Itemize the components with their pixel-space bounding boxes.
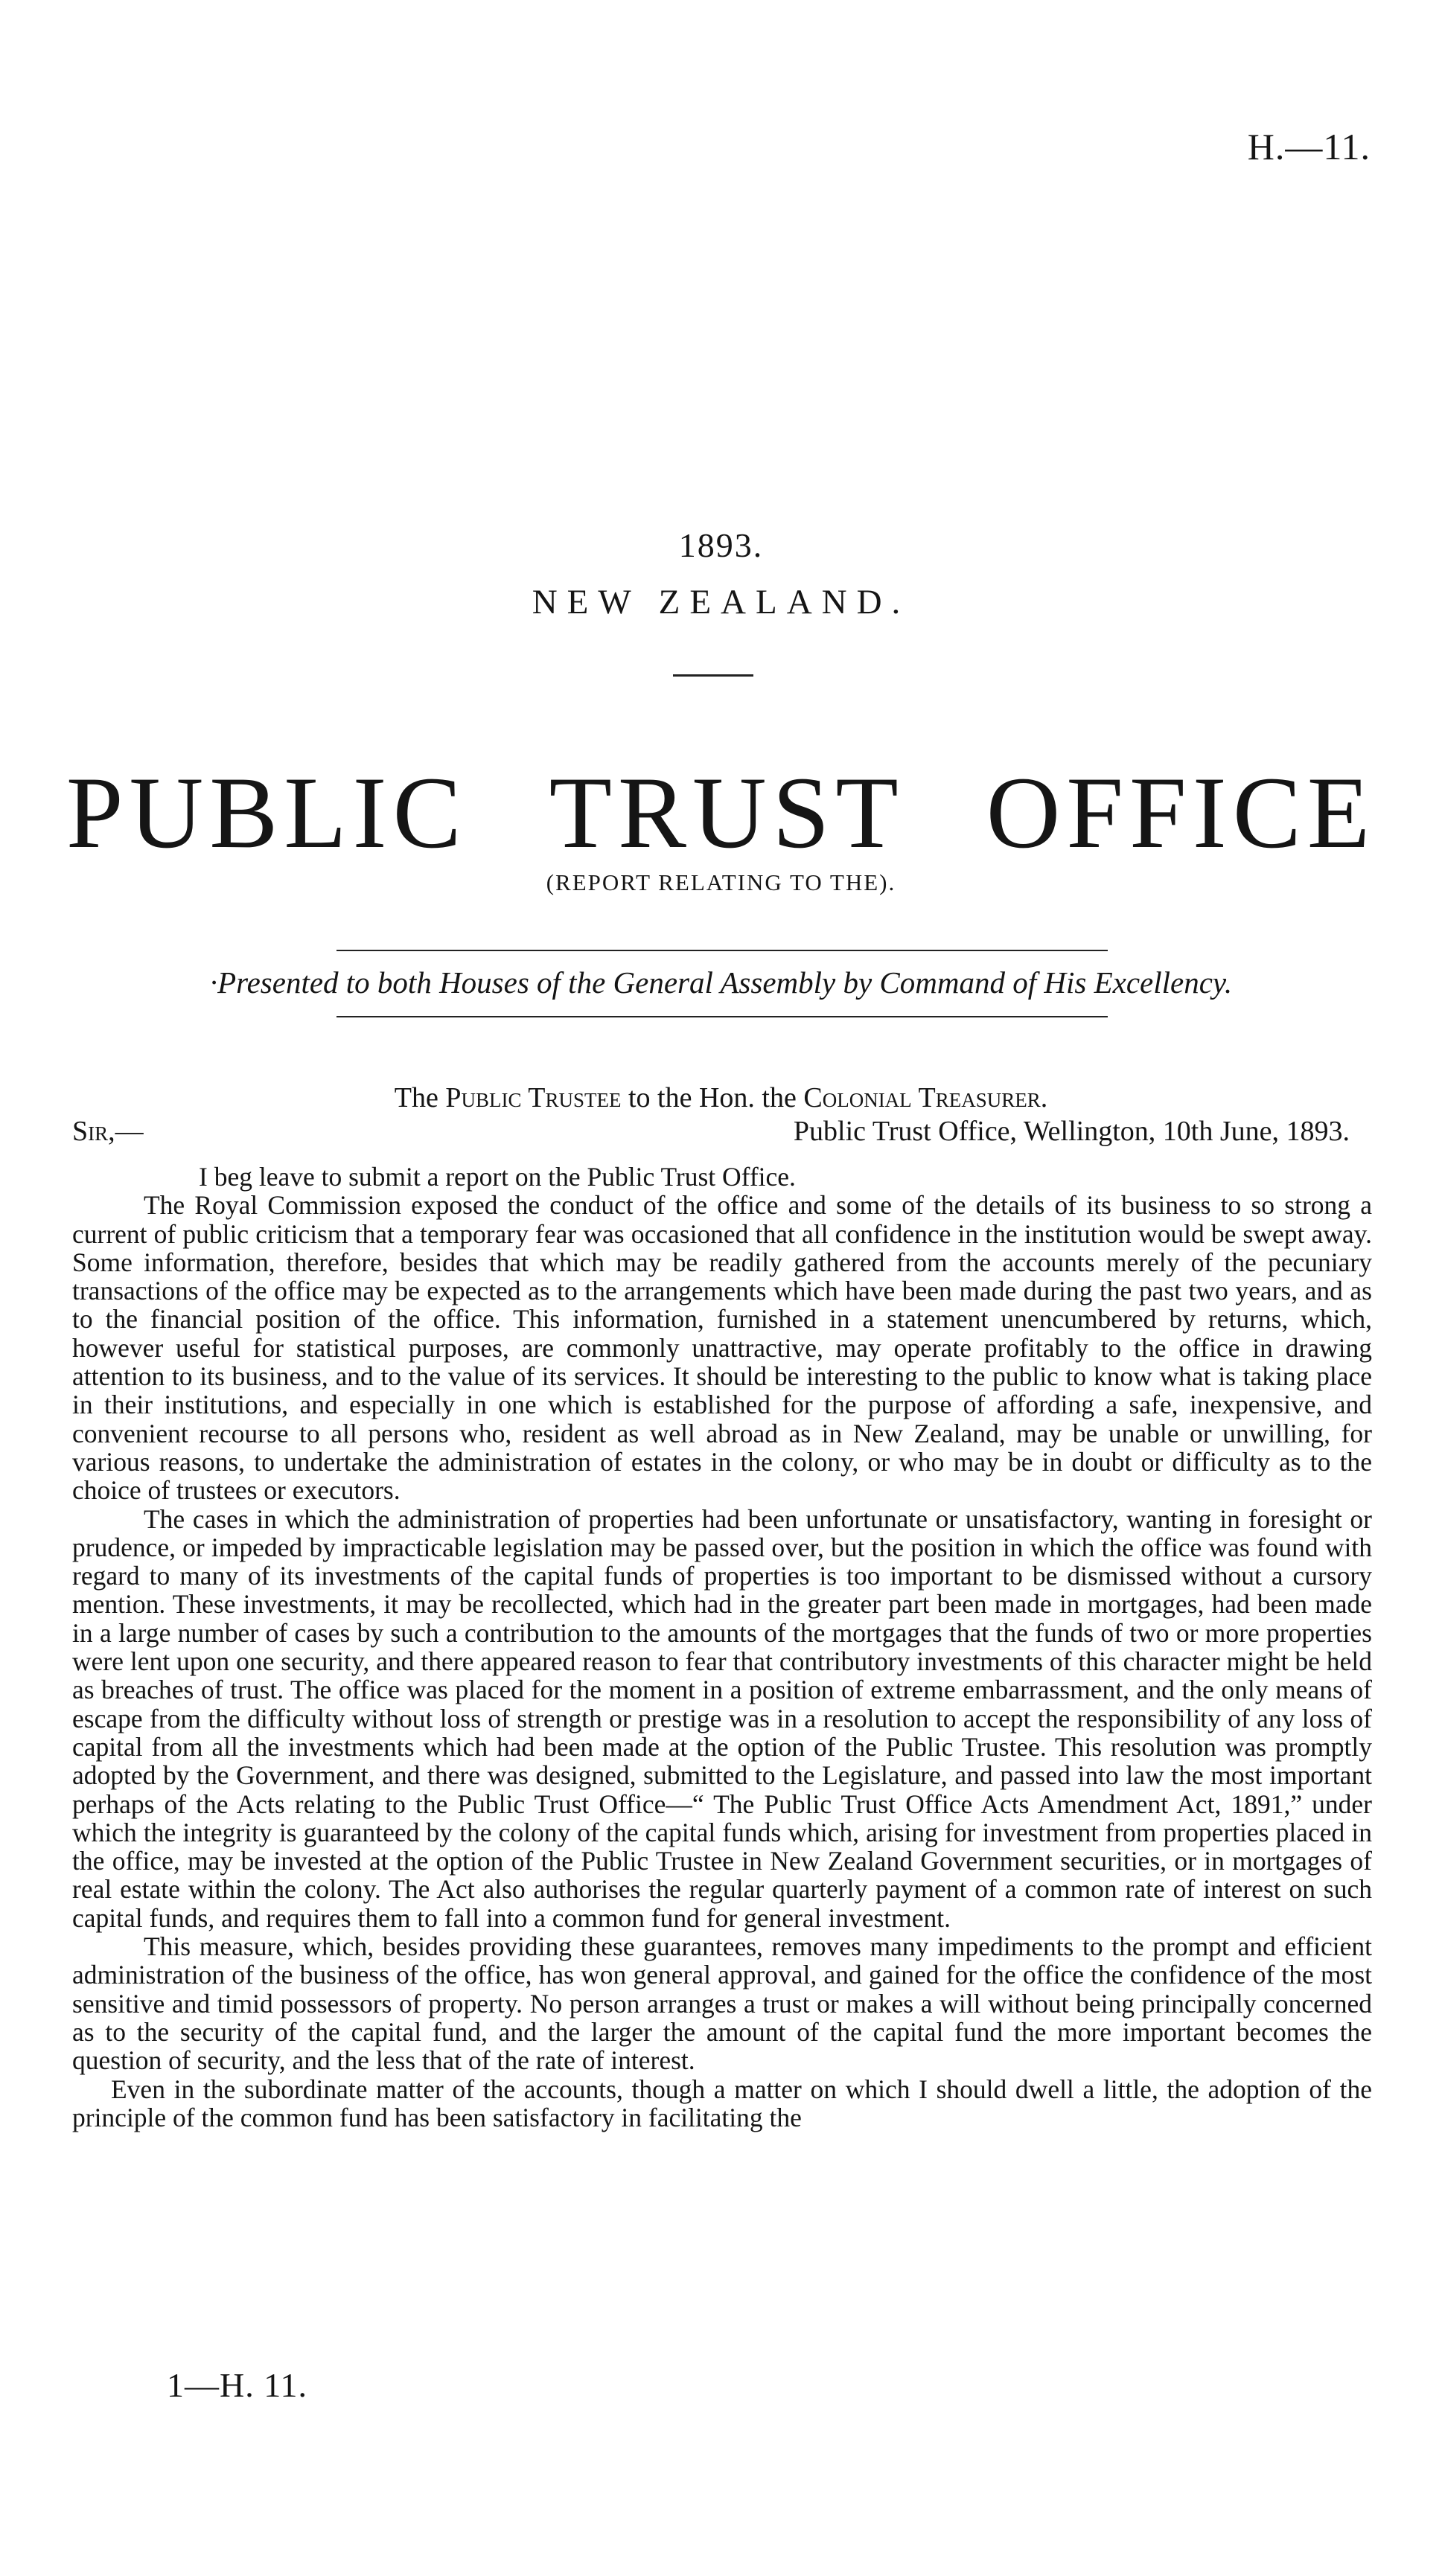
- letter-dateline: Public Trust Office, Wellington, 10th June, 1893.: [793, 1116, 1350, 1147]
- letter-heading: [0, 1081, 1442, 1114]
- presented-rule-top: [336, 950, 1108, 951]
- paragraph-royal-commission: The Royal Commission exposed the conduct of the office and some of the details of its business to so strong a current of public criticism that a temporary fear was occasioned that all confidence in the institution would be swept away. Some information, therefore, besides that which may be readily gathered from the accounts merely of the pecuniary transactions of the office may be expected as to the arrangements which have been made during the past two years, and as to the financial position of the office. This information, furnished in a statement unencumbered by returns, which, however useful for statistical purposes, are commonly unattractive, may operate profitably to the office in drawing attention to its business, and to the value of its services. It should be interesting to the public to know what is taking place in their institutions, and especially in one which is established for the purpose of affording a safe, inexpensive, and convenient recourse to all persons who, resident as well abroad as in New Zealand, may be unable or unwilling, for various reasons, to undertake the administration of estates in the colony, or who may be in doubt or difficulty as to the choice of trustees or executors.: [72, 1190, 1372, 1506]
- paragraph-accounts: Even in the subordinate matter of the accounts, though a matter on which I should dwell a little, the adoption of the principle of the common fund has been satisfactory in facilitating the: [72, 2074, 1372, 2132]
- presented-statement: ·Presented to both Houses of the General Assembly by Command of His Excellency.: [209, 965, 1233, 1000]
- paragraph-investments: The cases in which the administration of properties had been unfortunate or unsatisfactory, wanting in foresight or prudence, or impeded by impracticable legislation may be passed over, but the position in which the office was found with regard to many of its investments of the capital funds of properties is too important to be dismissed without a cursory mention. These investments, it may be recollected, which had in the greater part been made in mortgages, had been made in a large number of cases by such a contribution to the amounts of the mortgages that the funds of two or more properties were lent upon one security, and there appeared reason to fear that contributory investments of this character might be held as breaches of trust. The office was placed for the moment in a position of extreme embarrassment, and the only means of escape from the difficulty without loss of strength or prestige was in a resolution to accept the responsibility of any loss of capital from all the investments which had been made at the option of the Public Trustee. This resolution was promptly adopted by the Government, and there was designed, submitted to the Legislature, and passed into law the most important perhaps of the Acts relating to the Public Trust Office—“ The Public Trust Office Acts Amendment Act, 1891,” under which the integrity is guaranteed by the colony of the capital funds which, arising for investment from properties placed in the office, may be invested at the option of the Public Trustee in New Zealand Government securities, or in mortgages of real estate within the colony. The Act also authorises the regular quarterly payment of a common rate of interest on such capital funds, and requires them to fall into a common fund for general investment.: [72, 1503, 1372, 1933]
- page-footer-marker: 1—H. 11.: [167, 2366, 308, 2404]
- paragraph-intro: I beg leave to submit a report on the Public Trust Office.: [199, 1162, 796, 1192]
- presented-rule-bottom: [336, 1016, 1108, 1017]
- letter-heading-the: The: [394, 1082, 438, 1113]
- document-reference: H.—11.: [1247, 126, 1371, 167]
- letter-heading-to: to the Hon. the: [628, 1082, 797, 1113]
- letter-salutation: Sir,—: [72, 1116, 144, 1147]
- report-year: 1893.: [678, 526, 764, 564]
- letter-sender: Public Trustee: [445, 1082, 622, 1113]
- title-divider: [673, 674, 753, 677]
- document-title: PUBLIC TRUST OFFICE: [66, 755, 1376, 869]
- paragraph-measure: This measure, which, besides providing these guarantees, removes many impediments to the prompt and efficient administration of the business of the office, has won general approval, and gained for the office the confidence of the most sensitive and timid possessors of property. No person arranges a trust or makes a will without being principally concerned as to the security of the capital fund, and the larger the amount of the capital fund the more important becomes the question of security, and the less that of the rate of interest.: [72, 1931, 1372, 2076]
- document-subtitle: (REPORT RELATING TO THE).: [546, 869, 896, 895]
- letter-body: [72, 1163, 1372, 2132]
- country-name: NEW ZEALAND.: [532, 583, 910, 621]
- letter-recipient: Colonial Treasurer.: [803, 1082, 1048, 1113]
